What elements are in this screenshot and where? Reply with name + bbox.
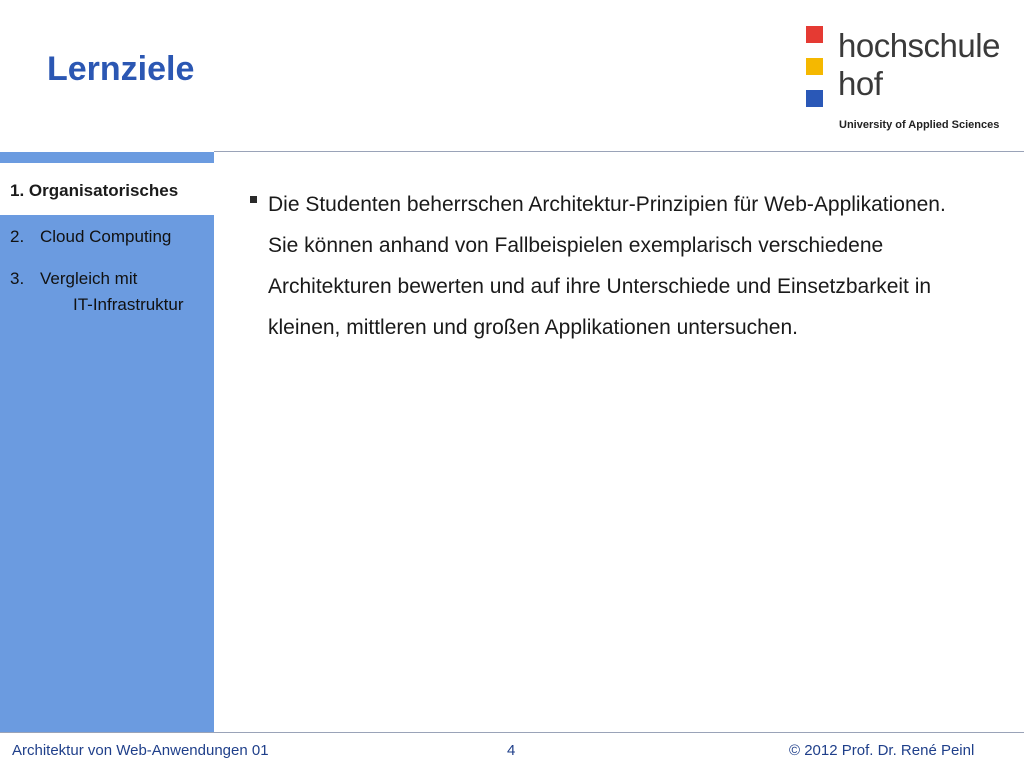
footer-page-number: 4: [507, 742, 516, 759]
logo-word-hochschule: hochschule: [838, 27, 1000, 64]
logo-blue-square: [806, 90, 823, 107]
slide-content: [250, 184, 970, 348]
agenda-item-label-continued: IT-Infrastruktur: [73, 295, 184, 314]
agenda-item-organisatorisches: 1. Organisatorisches: [10, 181, 179, 200]
sidebar-top-bar: [0, 152, 214, 163]
agenda-item-number: 2.: [10, 227, 25, 246]
square-bullet-icon: [250, 196, 257, 203]
logo-word-hof: hof: [838, 65, 883, 102]
footer-course-title: Architektur von Web-Anwendungen 01: [12, 742, 269, 759]
footer-copyright: © 2012 Prof. Dr. René Peinl: [789, 742, 975, 759]
slide-title: Lernziele: [47, 50, 195, 88]
agenda-item-number: 3.: [10, 269, 25, 288]
header-divider: [214, 151, 1024, 152]
agenda-sidebar: [0, 152, 214, 732]
agenda-item-vergleich: [10, 269, 184, 315]
agenda-item-label: Vergleich mit: [40, 269, 138, 288]
logo-yellow-square: [806, 58, 823, 75]
logo-red-square: [806, 26, 823, 43]
agenda-item-cloud-computing: [10, 227, 171, 247]
agenda-item-label: Cloud Computing: [40, 227, 172, 246]
agenda-item-active: [0, 163, 214, 215]
logo-subtitle: University of Applied Sciences: [839, 119, 1000, 131]
bullet-item: [250, 184, 970, 348]
hochschule-hof-logo: [806, 24, 1016, 136]
footer-divider: [0, 732, 1024, 733]
bullet-text: Die Studenten beherrschen Architektur-Prinzipien für Web-Applikationen. Sie können anhand von Fallbeispielen exemplarisch verschiedene Architekturen bewerten und auf ihre Unterschiede und Einsetzbarkeit in kleinen, mittleren und großen Applikationen untersuchen.: [268, 193, 946, 339]
